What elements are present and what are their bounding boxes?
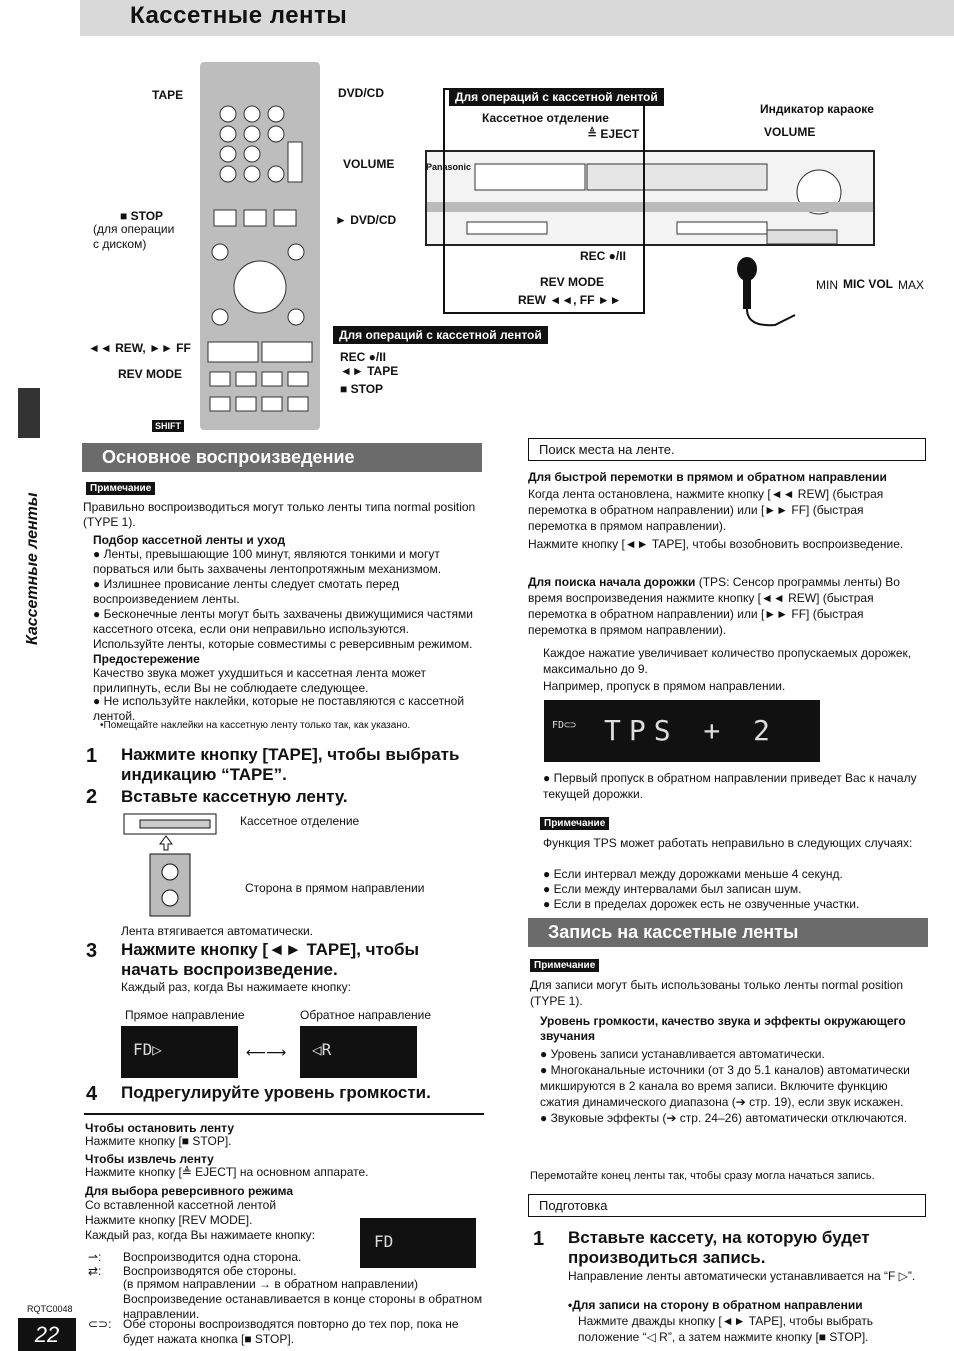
- mode1-text: Воспроизводится одна сторона.: [123, 1250, 302, 1264]
- fast-wind-text: Когда лента остановлена, нажмите кнопку [◄◄ REW] (быстрая перемотка в обратном направлении) или [►► FF] (быстрая перемотка в прямом направлении).: [528, 487, 884, 533]
- tape-selection-title: Подбор кассетной ленты и уход: [93, 533, 286, 547]
- remote-rev-mode-label: REV MODE: [118, 367, 183, 381]
- mic-vol-label: MIC VOL: [843, 277, 893, 291]
- remote-rec-label: REC ●/II: [340, 350, 386, 364]
- cassette-insert-diagram: [120, 810, 230, 920]
- step1-number: 1: [86, 745, 98, 767]
- search-note-text: Функция TPS может работать неправильно в следующих случаях:: [543, 836, 913, 850]
- unit-rev-mode-label: REV MODE: [540, 275, 605, 289]
- eject-title: Чтобы извлечь ленту: [85, 1152, 214, 1166]
- remote-stop-note: (для операции с диском): [93, 222, 175, 251]
- list-item: ● Бесконечные ленты могут быть захвачены движущимися частями кассетного отсека, если они неправильно используются. Используйте ленты, которые совместимы с реверсивным режимом.: [93, 607, 473, 651]
- direction-forward-label: Прямое направление: [125, 1008, 245, 1022]
- caution-text: Качество звука может ухудшиться и кассетная лента может прилипнуть, если Вы не соблюдаете следующее.: [93, 666, 427, 695]
- list-item: Нажмите кнопку [REV MODE].: [85, 1213, 253, 1227]
- step4-number: 4: [86, 1083, 98, 1105]
- eject-text: Нажмите кнопку [≜ EJECT] на основном аппарате.: [85, 1165, 369, 1179]
- step3-text: Нажмите кнопку [◄► TAPE], чтобы начать воспроизведение.: [121, 940, 420, 979]
- rewind-note: Перемотайте конец ленты так, чтобы сразу могла начаться запись.: [530, 1170, 875, 1182]
- step2-number: 2: [86, 786, 98, 808]
- direction-arrow: ⟵⟶: [246, 1044, 287, 1060]
- basic-note-tag: Примечание: [86, 482, 155, 495]
- microphone-icon: [735, 255, 805, 335]
- rec-step1-number: 1: [533, 1228, 545, 1250]
- caution-item: ● Не используйте наклейки, которые не поставляются с кассетной лентой.: [93, 694, 465, 723]
- remote-shift-label: SHIFT: [152, 420, 184, 432]
- rec-step1-text: Вставьте кассету, на которую будет производиться запись.: [568, 1228, 870, 1267]
- list-item: ● Если в пределах дорожек есть не озвученные участки.: [543, 897, 860, 911]
- unit-volume-label: VOLUME: [764, 125, 816, 139]
- rec-reverse-text: Нажмите дважды кнопку [◄► TAPE], чтобы выбрать положение “◁ R”, а затем нажмите кнопку [■ STOP].: [578, 1314, 874, 1344]
- cassette-compartment-label: Кассетное отделение: [240, 814, 360, 828]
- list-item: ● Излишнее провисание ленты следует смотать перед воспроизведением ленты.: [93, 577, 400, 606]
- forward-side-label: Сторона в прямом направлении: [245, 881, 425, 895]
- mic-vol-min: MIN: [816, 278, 838, 292]
- mode2-symbol: ⇄:: [88, 1264, 102, 1278]
- recording-note-text: Для записи могут быть использованы только ленты normal position (TYPE 1).: [530, 978, 904, 1008]
- tps-text: (TPS: Сенсор программы ленты) Во время воспроизведения нажмите кнопку [◄◄ REW] (быстрая перемотка в обратном направлении) или [►► FF] (быстрая перемотка в прямом направлении).: [528, 575, 900, 637]
- remote-rew-ff-label: ◄◄ REW, ►► FF: [88, 341, 191, 355]
- remote-volume-label: VOLUME: [343, 157, 395, 171]
- mode3-text: Обе стороны воспроизводятся повторно до тех пор, пока не будет нажата кнопка [■ STOP].: [123, 1317, 459, 1346]
- unit-eject-label: ≜ EJECT: [587, 127, 640, 141]
- remote-dvdcd-play-label: ► DVD/CD: [335, 213, 397, 227]
- remote-illustration: [200, 62, 320, 430]
- recording-items: [540, 1046, 915, 1126]
- list-item: ● Если между интервалами был записан шум.: [543, 882, 802, 896]
- step4-text: Подрегулируйте уровень громкости.: [121, 1083, 431, 1102]
- lcd-tps-indicator: FD⊂⊃: [552, 720, 577, 731]
- mode2-text: Воспроизводятся обе стороны.: [123, 1264, 297, 1278]
- lcd-reverse-mode: FD: [360, 1218, 476, 1268]
- remote-tape-label: TAPE: [152, 88, 184, 102]
- divider: [84, 1113, 484, 1115]
- recording-note-tag: Примечание: [530, 959, 599, 972]
- side-label: Кассетные ленты: [24, 492, 41, 645]
- page-number: 22: [18, 1318, 76, 1351]
- step1-text: Нажмите кнопку [TAPE], чтобы выбрать индикацию “TAPE”.: [121, 745, 460, 784]
- tps-example: Например, пропуск в прямом направлении.: [543, 679, 786, 693]
- caution-title: Предостережение: [93, 652, 200, 666]
- list-item: ● Звуковые эффекты (➔ стр. 24–26) автоматически отключаются.: [540, 1111, 908, 1125]
- list-item: ● Если интервал между дорожками меньше 4 секунд.: [543, 867, 843, 881]
- tps-detail: Каждое нажатие увеличивает количество пропускаемых дорожек, максимально до 9.: [543, 646, 912, 676]
- remote-ops-banner: Для операций с кассетной лентой: [333, 326, 548, 344]
- fast-wind-title: Для быстрой перемотки в прямом и обратном направлении: [528, 470, 887, 484]
- recording-level-title: Уровень громкости, качество звука и эффекты окружающего звучания: [540, 1014, 906, 1043]
- basic-note-text: Правильно воспроизводиться могут только ленты типа normal position (TYPE 1).: [83, 500, 476, 529]
- lcd-reverse: ◁R: [300, 1026, 417, 1078]
- step3-subtext: Каждый раз, когда Вы нажимаете кнопку:: [121, 980, 351, 994]
- remote-tape-play-label: ◄► TAPE: [340, 364, 399, 378]
- unit-rec-label: REC ●/II: [580, 249, 626, 263]
- brand-logo: Panasonic: [426, 162, 472, 172]
- fast-wind-text2: Нажмите кнопку [◄► TAPE], чтобы возобновить воспроизведение.: [528, 537, 904, 551]
- search-header: Поиск места на ленте.: [528, 438, 926, 461]
- stop-title: Чтобы остановить ленту: [85, 1121, 235, 1135]
- remote-stop2-label: ■ STOP: [340, 382, 384, 396]
- mode2-detail: (в прямом направлении → в обратном направлении) Воспроизведение останавливается в конце стороны в обратном направлении.: [123, 1277, 483, 1321]
- first-skip-note: ● Первый пропуск в обратном направлении приведет Вас к началу текущей дорожки.: [543, 771, 917, 801]
- remote-buttons: [200, 62, 320, 430]
- preparation-header: Подготовка: [528, 1194, 926, 1217]
- mode1-symbol: ⇀:: [88, 1250, 102, 1264]
- step2-text: Вставьте кассетную ленту.: [121, 787, 348, 806]
- stop-text: Нажмите кнопку [■ STOP].: [85, 1134, 232, 1148]
- side-tab-marker: [18, 388, 40, 438]
- list-item: Со вставленной кассетной лентой: [85, 1198, 277, 1212]
- unit-rew-ff-label: REW ◄◄, FF ►►: [518, 293, 622, 307]
- list-item: ● Ленты, превышающие 100 минут, являются тонкими и могут порваться или быть захвачены лентопротяжным механизмом.: [93, 547, 442, 576]
- auto-pull-text: Лента втягивается автоматически.: [121, 924, 314, 938]
- tape-selection-list: [93, 547, 478, 652]
- search-note-tag: Примечание: [540, 817, 609, 830]
- lcd-tps: [544, 700, 820, 762]
- step3-number: 3: [86, 940, 98, 962]
- mic-vol-max: MAX: [898, 278, 925, 292]
- search-note-list: [543, 867, 923, 912]
- reverse-mode-title: Для выбора реверсивного режима: [85, 1184, 294, 1198]
- list-item: ● Уровень записи устанавливается автоматически.: [540, 1047, 825, 1061]
- remote-stop-label: ■ STOP: [120, 209, 164, 223]
- page-title: Кассетные ленты: [130, 2, 348, 29]
- tps-paragraph: [528, 574, 924, 638]
- rec-reverse-title: •Для записи на сторону в обратном направлении: [568, 1298, 863, 1312]
- list-item: Каждый раз, когда Вы нажимаете кнопку:: [85, 1228, 315, 1242]
- direction-reverse-label: Обратное направление: [300, 1008, 432, 1022]
- tps-title: Для поиска начала дорожки: [528, 575, 696, 589]
- unit-karaoke-label: Индикатор караоке: [760, 102, 874, 116]
- unit-ops-banner: Для операций с кассетной лентой: [449, 88, 664, 106]
- mode3-symbol: ⊂⊃:: [88, 1317, 112, 1331]
- rec-step1-subtext: Направление ленты автоматически устанавливается на “F ▷”.: [568, 1269, 916, 1283]
- recording-header: Запись на кассетные ленты: [528, 918, 928, 947]
- lcd-forward: FD▷: [121, 1026, 238, 1078]
- reverse-mode-lines: [85, 1198, 315, 1243]
- basic-playback-header: Основное воспроизведение: [82, 443, 482, 472]
- doc-code: RQTC0048: [27, 1304, 73, 1314]
- remote-dvdcd-label: DVD/CD: [338, 86, 385, 100]
- lcd-tps-text: TPS + 2: [604, 714, 779, 747]
- unit-cassette-label: Кассетное отделение: [482, 111, 609, 125]
- caution-small-note: •Помещайте наклейки на кассетную ленту только так, как указано.: [100, 720, 411, 731]
- list-item: ● Многоканальные источники (от 3 до 5.1 каналов) автоматически микшируются в 2 канала во время записи. Включите функцию сжатия динамического диапазона (➔ стр. 19), если звук искажен.: [540, 1063, 910, 1109]
